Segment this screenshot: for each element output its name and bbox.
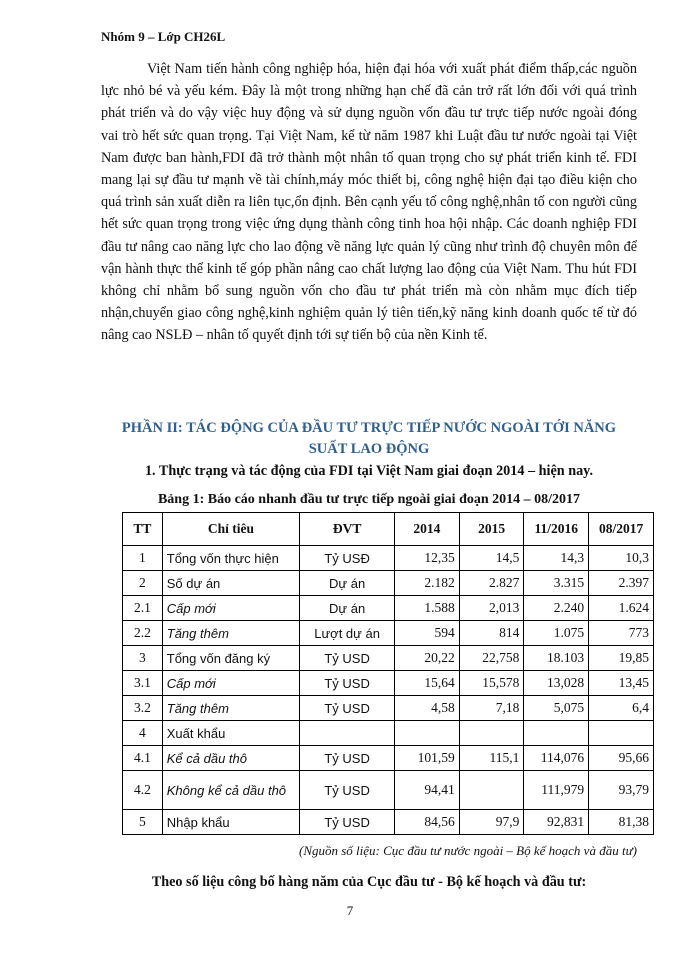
cell-2015: 14,5 bbox=[459, 546, 524, 571]
cell-08-2017: 95,66 bbox=[589, 746, 654, 771]
cell-indicator: Cấp mới bbox=[162, 596, 299, 621]
cell-11-2016: 3.315 bbox=[524, 571, 589, 596]
cell-tt: 5 bbox=[123, 810, 163, 835]
cell-unit bbox=[300, 721, 395, 746]
cell-11-2016: 14,3 bbox=[524, 546, 589, 571]
cell-unit: Dự án bbox=[300, 571, 395, 596]
cell-2015 bbox=[459, 721, 524, 746]
cell-08-2017: 19,85 bbox=[589, 646, 654, 671]
cell-08-2017: 6,4 bbox=[589, 696, 654, 721]
cell-indicator: Tăng thêm bbox=[162, 696, 299, 721]
cell-11-2016: 18.103 bbox=[524, 646, 589, 671]
cell-unit: Tỷ USD bbox=[300, 746, 395, 771]
cell-11-2016: 2.240 bbox=[524, 596, 589, 621]
table-row bbox=[123, 771, 654, 810]
cell-unit: Dự án bbox=[300, 596, 395, 621]
table-row bbox=[123, 546, 654, 571]
cell-2014: 594 bbox=[395, 621, 460, 646]
followup-text: Theo số liệu công bố hàng năm của Cục đầu tư - Bộ kế hoạch và đầu tư: bbox=[151, 874, 587, 890]
table-row bbox=[123, 621, 654, 646]
cell-08-2017: 1.624 bbox=[589, 596, 654, 621]
cell-2014: 2.182 bbox=[395, 571, 460, 596]
cell-08-2017: 81,38 bbox=[589, 810, 654, 835]
cell-2015: 115,1 bbox=[459, 746, 524, 771]
cell-2014: 1.588 bbox=[395, 596, 460, 621]
cell-indicator: Xuất khẩu bbox=[162, 721, 299, 746]
cell-2014: 15,64 bbox=[395, 671, 460, 696]
page-number: 7 bbox=[346, 903, 354, 918]
cell-unit: Tỷ USD bbox=[300, 771, 395, 810]
table-row bbox=[123, 810, 654, 835]
cell-indicator: Cấp mới bbox=[162, 671, 299, 696]
cell-tt: 3.2 bbox=[123, 696, 163, 721]
header-cell-unit: ĐVT bbox=[300, 513, 395, 546]
cell-08-2017: 10,3 bbox=[589, 546, 654, 571]
cell-tt: 3.1 bbox=[123, 671, 163, 696]
cell-indicator: Số dự án bbox=[162, 571, 299, 596]
cell-2014 bbox=[395, 721, 460, 746]
table-row bbox=[123, 571, 654, 596]
cell-indicator: Tăng thêm bbox=[162, 621, 299, 646]
cell-08-2017: 773 bbox=[589, 621, 654, 646]
cell-2014: 94,41 bbox=[395, 771, 460, 810]
cell-11-2016: 13,028 bbox=[524, 671, 589, 696]
cell-08-2017: 93,79 bbox=[589, 771, 654, 810]
cell-11-2016: 114,076 bbox=[524, 746, 589, 771]
cell-11-2016: 92,831 bbox=[524, 810, 589, 835]
cell-tt: 4 bbox=[123, 721, 163, 746]
table-row bbox=[123, 696, 654, 721]
cell-unit: Tỷ USD bbox=[300, 671, 395, 696]
cell-11-2016: 1.075 bbox=[524, 621, 589, 646]
cell-2014: 84,56 bbox=[395, 810, 460, 835]
cell-unit: Tỷ USĐ bbox=[300, 546, 395, 571]
table-body bbox=[123, 546, 654, 835]
cell-unit: Lượt dự án bbox=[300, 621, 395, 646]
page-header: Nhóm 9 – Lớp CH26L bbox=[101, 29, 226, 44]
source-note: (Nguồn số liệu: Cục đầu tư nước ngoài – Bộ kế hoạch và đầu tư) bbox=[299, 843, 637, 858]
cell-indicator: Kể cả dầu thô bbox=[162, 746, 299, 771]
cell-2014: 20,22 bbox=[395, 646, 460, 671]
table-row bbox=[123, 646, 654, 671]
cell-08-2017: 2.397 bbox=[589, 571, 654, 596]
table-caption: Bảng 1: Báo cáo nhanh đầu tư trực tiếp ngoài giai đoạn 2014 – 08/2017 bbox=[157, 492, 581, 507]
cell-tt: 3 bbox=[123, 646, 163, 671]
cell-tt: 4.1 bbox=[123, 746, 163, 771]
cell-11-2016 bbox=[524, 721, 589, 746]
cell-2015: 7,18 bbox=[459, 696, 524, 721]
cell-tt: 4.2 bbox=[123, 771, 163, 810]
cell-unit: Tỷ USD bbox=[300, 810, 395, 835]
cell-2015: 814 bbox=[459, 621, 524, 646]
cell-2015 bbox=[459, 771, 524, 810]
cell-indicator: Tổng vốn đăng ký bbox=[162, 646, 299, 671]
cell-tt: 2.2 bbox=[123, 621, 163, 646]
cell-indicator: Không kể cả dầu thô bbox=[162, 771, 299, 810]
body-paragraph: Việt Nam tiến hành công nghiệp hóa, hiện đại hóa với xuất phát điểm thấp,các nguồn lực nhỏ bé và yếu kém. Đây là một trong những hạn chế đã cản trở rất lớn đối với quá trình phát triển và do vậy việc huy động và sử dụng nguồn vốn đầu tư trực tiếp nước ngoài đóng vai trò hết sức quan trọng. Tại Việt Nam, kể từ năm 1987 khi Luật đầu tư nước ngoài tại Việt Nam được ban hành,FDI đã trở thành một nhân tố quan trọng cho sự phát triển kinh tế. FDI mang lại sự đầu tư mạnh về tài chính,máy móc thiết bị, công nghệ hiện đại tạo điều kiện cho quá trình sản xuất diễn ra liên tục,ổn định. Bên cạnh yếu tố công nghệ,nhân tố con người cũng hết sức quan trọng trong việc ứng dụng thành công tinh hoa hội nhập. Các doanh nghiệp FDI đầu tư nâng cao năng lực cho lao động về năng lực quản lý cũng như trình độ chuyên môn để vận hành thực thể kinh tế góp phần nâng cao chất lượng lao động của Việt Nam. Thu hút FDI không chỉ nhằm bổ sung nguồn vốn cho đầu tư phát triển mà còn nhằm mục đích tiếp nhận,chuyển giao công nghệ,kinh nghiệm quản lý tiên tiến,kỹ năng kinh doanh quốc tế từ đó nâng cao NSLĐ – nhân tố quyết định tới sự tiến bộ của nền Kinh tế. bbox=[101, 61, 637, 344]
cell-tt: 2.1 bbox=[123, 596, 163, 621]
part-title: PHẦN II: TÁC ĐỘNG CỦA ĐẦU TƯ TRỰC TIẾP NƯỚC NGOÀI TỚI NĂNG SUẤT LAO ĐỘNG bbox=[121, 420, 617, 457]
cell-2015: 2,013 bbox=[459, 596, 524, 621]
cell-2014: 12,35 bbox=[395, 546, 460, 571]
header-cell-11-2016: 11/2016 bbox=[524, 513, 589, 546]
cell-2015: 15,578 bbox=[459, 671, 524, 696]
section-title: 1. Thực trạng và tác động của FDI tại Việt Nam giai đoạn 2014 – hiện nay. bbox=[144, 463, 594, 479]
cell-2014: 101,59 bbox=[395, 746, 460, 771]
cell-unit: Tỷ USD bbox=[300, 646, 395, 671]
table-header-row bbox=[123, 513, 654, 546]
cell-2014: 4,58 bbox=[395, 696, 460, 721]
header-cell-2014: 2014 bbox=[395, 513, 460, 546]
table-row bbox=[123, 596, 654, 621]
header-cell-indicator: Chỉ tiêu bbox=[162, 513, 299, 546]
header-cell-08-2017: 08/2017 bbox=[589, 513, 654, 546]
table-row bbox=[123, 671, 654, 696]
table-row bbox=[123, 746, 654, 771]
header-cell-2015: 2015 bbox=[459, 513, 524, 546]
table-row bbox=[123, 721, 654, 746]
cell-11-2016: 5,075 bbox=[524, 696, 589, 721]
cell-indicator: Tổng vốn thực hiện bbox=[162, 546, 299, 571]
cell-unit: Tỷ USD bbox=[300, 696, 395, 721]
fdi-report-table bbox=[122, 512, 654, 835]
cell-08-2017: 13,45 bbox=[589, 671, 654, 696]
cell-tt: 1 bbox=[123, 546, 163, 571]
cell-tt: 2 bbox=[123, 571, 163, 596]
cell-08-2017 bbox=[589, 721, 654, 746]
cell-indicator: Nhập khẩu bbox=[162, 810, 299, 835]
cell-2015: 2.827 bbox=[459, 571, 524, 596]
cell-2015: 22,758 bbox=[459, 646, 524, 671]
cell-11-2016: 111,979 bbox=[524, 771, 589, 810]
cell-2015: 97,9 bbox=[459, 810, 524, 835]
header-cell-tt: TT bbox=[123, 513, 163, 546]
